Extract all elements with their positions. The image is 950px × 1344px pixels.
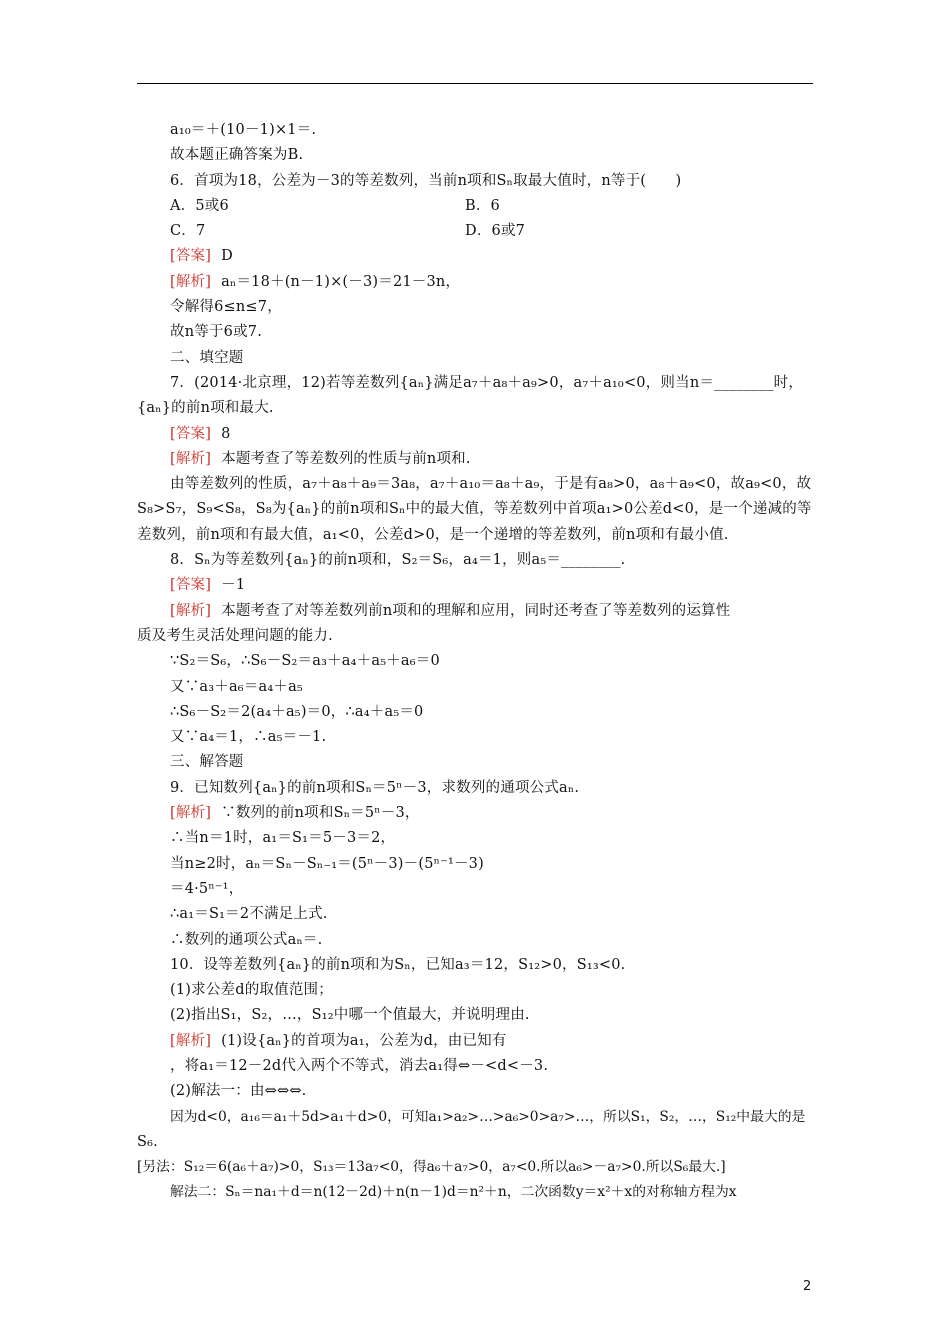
analysis-tag: [解析] (170, 805, 212, 822)
text-line: 解法二：Sₙ＝na₁＋d＝n(12－2d)＋n(n－1)d＝n²＋n，二次函数y＝x²＋x的对称轴方程为x (170, 1184, 737, 1201)
answer-tag: [答案] (170, 425, 212, 442)
q7-analysis: [解析] 本题考查了等差数列的性质与前n项和. (170, 450, 471, 467)
text-line: ∴S₆－S₂＝2(a₄＋a₅)＝0，∴a₄＋a₅＝0 (170, 703, 424, 720)
q6-option-c: C．7 (170, 223, 206, 240)
header-rule (137, 83, 813, 84)
text-line: ∴数列的通项公式aₙ＝. (170, 931, 323, 948)
question-7: 7．(2014·北京理，12)若等差数列{aₙ}满足a₇＋a₈＋a₉>0，a₇＋a₁₀<0，则当n＝________时， (170, 374, 804, 391)
analysis-tag: [解析] (170, 602, 212, 619)
text-line: ∴当n＝1时，a₁＝S₁＝5－3＝2， (170, 830, 396, 847)
question-10: 10．设等差数列{aₙ}的前n项和为Sₙ，已知a₃＝12，S₁₂>0，S₁₃<0. (170, 956, 626, 973)
text-line: 当n≥2时，aₙ＝Sₙ－Sₙ₋₁＝(5ⁿ－3)－(5ⁿ⁻¹－3) (170, 855, 484, 872)
answer-tag: [答案] (170, 577, 212, 594)
q6-option-a: A．5或6 (170, 197, 229, 214)
q6-option-d: D．6或7 (465, 223, 526, 240)
section-heading: 二、填空题 (170, 349, 244, 366)
text-line: 故n等于6或7. (170, 324, 262, 341)
text-line: 质及考生灵活处理问题的能力. (137, 627, 333, 644)
q8-analysis: [解析] 本题考查了对等差数列前n项和的理解和应用，同时还考查了等差数列的运算性 (170, 602, 731, 619)
text-line: (2)指出S₁，S₂，…，S₁₂中哪一个值最大，并说明理由. (170, 1007, 530, 1024)
text-line: ＝4·5ⁿ⁻¹， (170, 880, 244, 897)
text-line: ∴a₁＝S₁＝2不满足上式. (170, 906, 328, 923)
text-line: (2)解法一：由⇔⇔⇔. (170, 1083, 307, 1100)
text-line: ，将a₁＝12－2d代入两个不等式，消去a₁得⇔－<d<－3. (170, 1057, 549, 1074)
q8-answer: [答案] －1 (170, 577, 246, 594)
q6-analysis: [解析] aₙ＝18＋(n－1)×(－3)＝21－3n， (170, 273, 461, 290)
q6-answer: [答案] D (170, 248, 233, 265)
text-line: 故本题正确答案为B. (170, 147, 304, 164)
question-9: 9．已知数列{aₙ}的前n项和Sₙ＝5ⁿ－3，求数列的通项公式aₙ. (170, 779, 580, 796)
text-line: {aₙ}的前n项和最大. (137, 400, 274, 417)
text-line: 又∵a₃＋a₆＝a₄＋a₅ (170, 678, 303, 695)
section-heading: 三、解答题 (170, 754, 244, 771)
text-line: a₁₀＝＋(10－1)×1＝. (170, 122, 317, 138)
q7-paragraph: 由等差数列的性质，a₇＋a₈＋a₉＝3a₈，a₇＋a₁₀＝a₈＋a₉，于是有a₈>0，a₈＋a₉<0，故a₉<0，故S₈>S₇，S₉<S₈，S₈为{aₙ}的前n项和Sₙ中的最大值，等差数列中首项a₁>0公差d<0，是一个递减的等差数列，前n项和有最大值，a₁<0，公差d>0，是一个递增的等差数列，前n项和有最小值. (137, 476, 812, 543)
text-line: ∵S₂＝S₆，∴S₆－S₂＝a₃＋a₄＋a₅＋a₆＝0 (170, 653, 440, 670)
q6-options-row1 (170, 194, 816, 219)
text-line: (1)求公差d的取值范围； (170, 982, 333, 999)
text-line: 因为d<0，a₁₆＝a₁＋5d>a₁＋d>0，可知a₁>a₂>…>a₆>0>a₇>…，所以S₁，S₂，…，S₁₂中最大的是 (170, 1108, 806, 1125)
question-6: 6．首项为18，公差为－3的等差数列，当前n项和Sₙ取最大值时，n等于( ) (170, 172, 682, 189)
q10-analysis: [解析] (1)设{aₙ}的首项为a₁，公差为d，由已知有 (170, 1032, 507, 1049)
q9-analysis: [解析] ∵数列的前n项和Sₙ＝5ⁿ－3， (170, 805, 420, 822)
q6-option-b: B．6 (465, 197, 500, 214)
text-line: 又∵a₄＝1，∴a₅＝－1. (170, 729, 327, 746)
q6-options-row2 (170, 219, 816, 244)
analysis-tag: [解析] (170, 273, 212, 290)
answer-tag: [答案] (170, 248, 212, 265)
analysis-tag: [解析] (170, 1032, 212, 1049)
text-line: S₆. (137, 1133, 158, 1150)
page-content (137, 118, 816, 1206)
text-line: 令解得6≤n≤7， (170, 299, 282, 316)
text-line: [另法：S₁₂＝6(a₆＋a₇)>0，S₁₃＝13a₇<0，得a₆＋a₇>0，a₇<0.所以a₆>－a₇>0.所以S₆最大.] (137, 1159, 726, 1176)
q7-answer: [答案] 8 (170, 425, 231, 442)
page-number: 2 (803, 1279, 812, 1294)
question-8: 8．Sₙ为等差数列{aₙ}的前n项和，S₂＝S₆，a₄＝1，则a₅＝________. (170, 552, 626, 569)
analysis-tag: [解析] (170, 450, 212, 467)
